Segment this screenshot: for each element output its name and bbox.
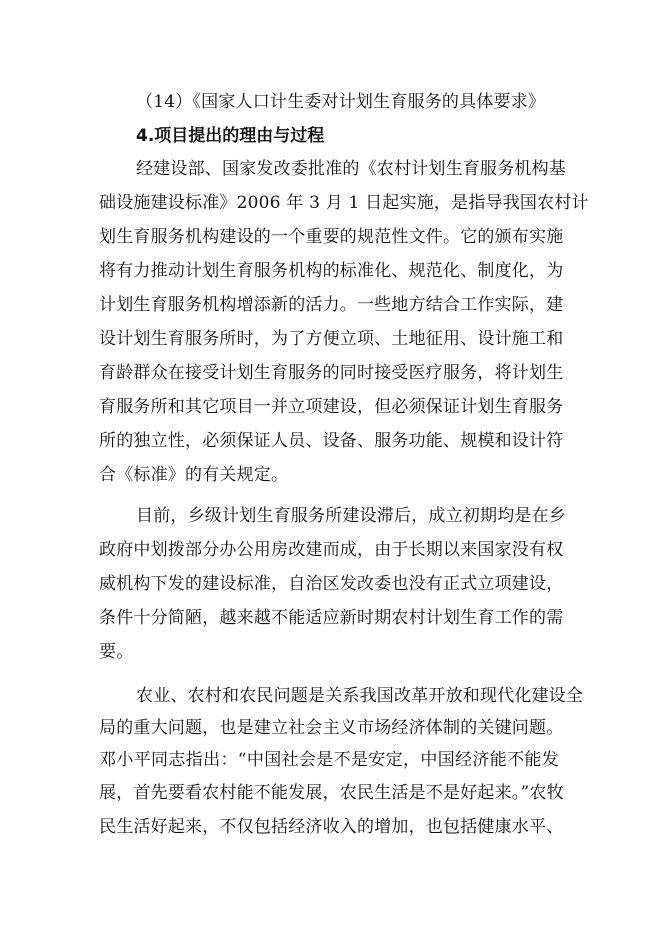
paragraph-line: 设计划生育服务所时，为了方便立项、土地征用、设计施工和	[99, 329, 564, 349]
paragraph-line: 农业、农村和农民问题是关系我国改革开放和现代化建设全	[136, 686, 584, 706]
paragraph-line: 威机构下发的建设标准，自治区发改委也没有正式立项建设，	[99, 574, 564, 594]
paragraph-line: 局的重大问题，也是建立社会主义市场经济体制的关键问题。	[99, 718, 564, 738]
paragraph-line: 合《标准》的有关规定。	[99, 465, 289, 485]
paragraph-line: 目前，乡级计划生育服务所建设滞后，成立初期均是在乡	[136, 506, 566, 526]
paragraph-line: 政府中划拨部分办公用房改建而成，由于长期以来国家没有权	[99, 540, 564, 560]
paragraph-line: 展，首先要看农村能不能发展，农民生活是不是好起来。”农牧	[99, 783, 564, 803]
paragraph-line: 将有力推动计划生育服务机构的标准化、规范化、制度化，为	[99, 261, 564, 281]
paragraph-line: 础设施建设标准》2006 年 3 月 1 日起实施，是指导我国农村计	[99, 193, 589, 213]
paragraph-line: 民生活好起来，不仅包括经济收入的增加，也包括健康水平、	[99, 817, 564, 837]
paragraph-line: 条件十分简陋，越来越不能适应新时期农村计划生育工作的需	[99, 608, 564, 628]
paragraph-line: 经建设部、国家发改委批准的《农村计划生育服务机构基	[136, 159, 566, 179]
reference-item: （14）《国家人口计生委对计划生育服务的具体要求》	[136, 92, 546, 112]
paragraph-line: 育龄群众在接受计划生育服务的同时接受医疗服务，将计划生	[99, 363, 564, 383]
paragraph-line: 要。	[99, 642, 134, 662]
paragraph-line: 邓小平同志指出：“中国社会是不是安定，中国经济能不能发	[99, 750, 559, 770]
paragraph-line: 计划生育服务机构增添新的活力。一些地方结合工作实际，建	[99, 295, 564, 315]
paragraph-line: 育服务所和其它项目一并立项建设，但必须保证计划生育服务	[99, 397, 564, 417]
paragraph-line: 划生育服务机构建设的一个重要的规范性文件。它的颁布实施	[99, 227, 564, 247]
paragraph-line: 所的独立性，必须保证人员、设备、服务功能、规模和设计符	[99, 431, 564, 451]
section-heading: 4.项目提出的理由与过程	[136, 126, 325, 146]
